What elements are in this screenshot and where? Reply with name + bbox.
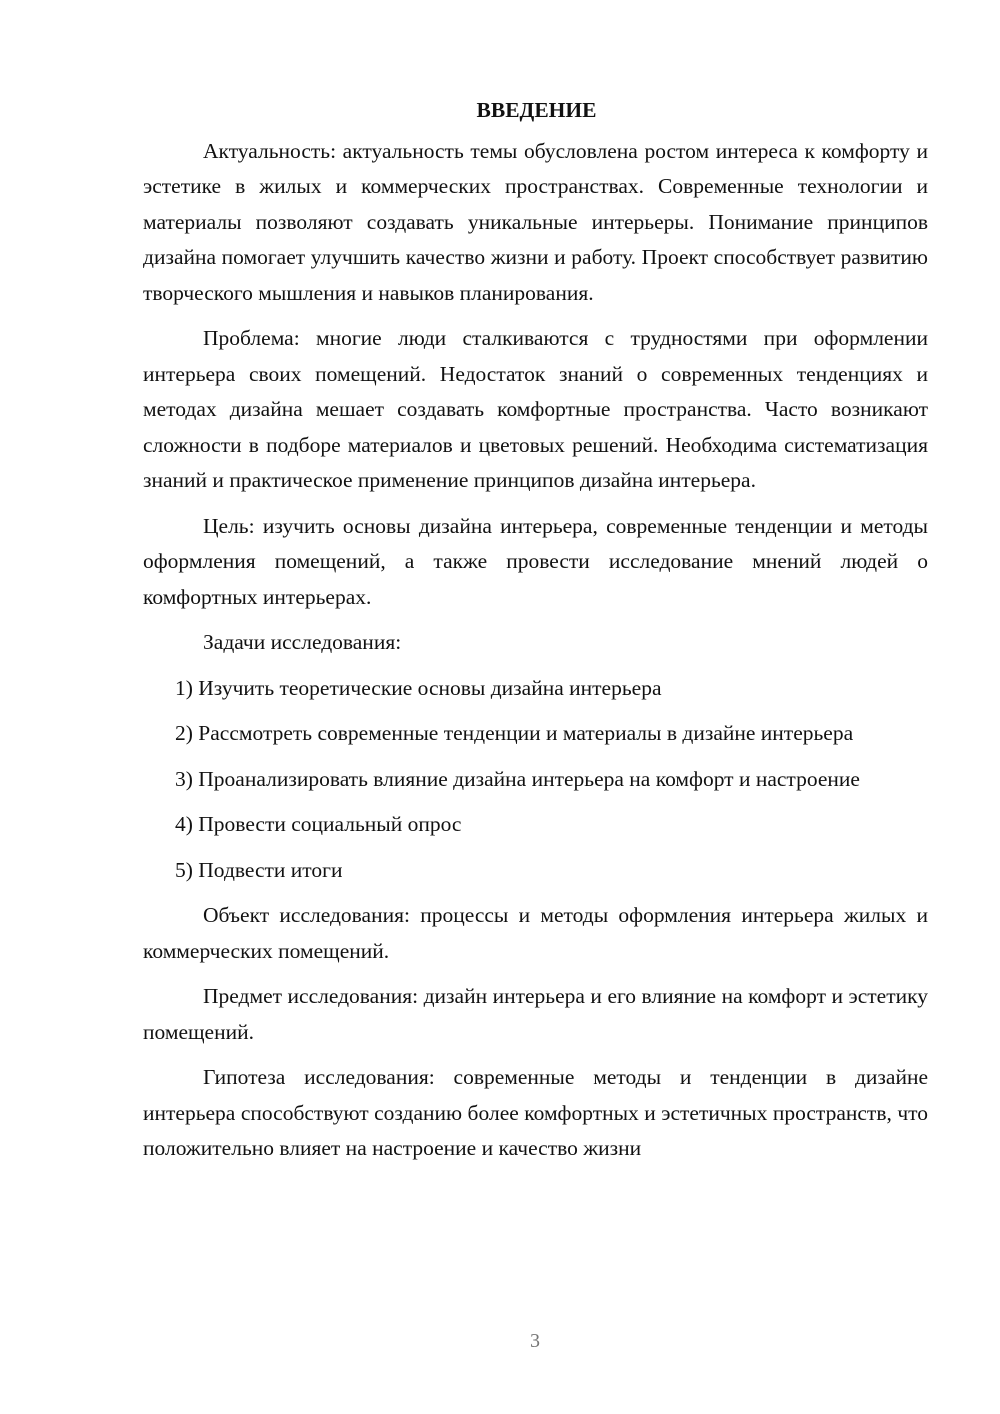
object-paragraph: Объект исследования: процессы и методы оформления интерьера жилых и коммерческих помещений. [143, 903, 928, 963]
task-item-4: 4) Провести социальный опрос [175, 812, 462, 836]
task-item-5: 5) Подвести итоги [175, 857, 343, 882]
goal-paragraph: Цель: изучить основы дизайна интерьера, современные тенденции и методы оформления помещений, а также провести исследование мнений людей о комфортных интерьерах. [143, 513, 928, 609]
page-number: 3 [530, 1330, 540, 1352]
tasks-heading: Задачи исследования: [203, 630, 402, 654]
subject-paragraph: Предмет исследования: дизайн интерьера и его влияние на комфорт и эстетику помещений. [143, 984, 928, 1044]
task-item-2: 2) Рассмотреть современные тенденции и материалы в дизайне интерьера [175, 721, 854, 745]
hypothesis-paragraph: Гипотеза исследования: современные методы и тенденции в дизайне интерьера способствуют созданию более комфортных и эстетичных пространств, что положительно влияет на настроение и качество жизни [143, 1065, 928, 1160]
task-item-3: 3) Проанализировать влияние дизайна интерьера на комфорт и настроение [175, 766, 860, 791]
page-title: ВВЕДЕНИЕ [476, 98, 597, 122]
relevance-paragraph: Актуальность: актуальность темы обусловлена ростом интереса к комфорту и эстетике в жилых и коммерческих пространствах. Современные технологии и материалы позволяют создавать уникальные интерьеры. Понимание принципов дизайна помогает улучшить качество жизни и работу. Проект способствует развитию творческого мышления и навыков планирования. [143, 138, 928, 305]
task-item-1: 1) Изучить теоретические основы дизайна интерьера [175, 675, 662, 700]
page-content [143, 93, 928, 1177]
problem-paragraph: Проблема: многие люди сталкиваются с трудностями при оформлении интерьера своих помещений. Недостаток знаний о современных тенденциях и методах дизайна мешает создавать комфортные пространства. Часто возникают сложности в подборе материалов и цветовых решений. Необходима систематизация знаний и практическое применение принципов дизайна интерьера. [143, 326, 928, 492]
